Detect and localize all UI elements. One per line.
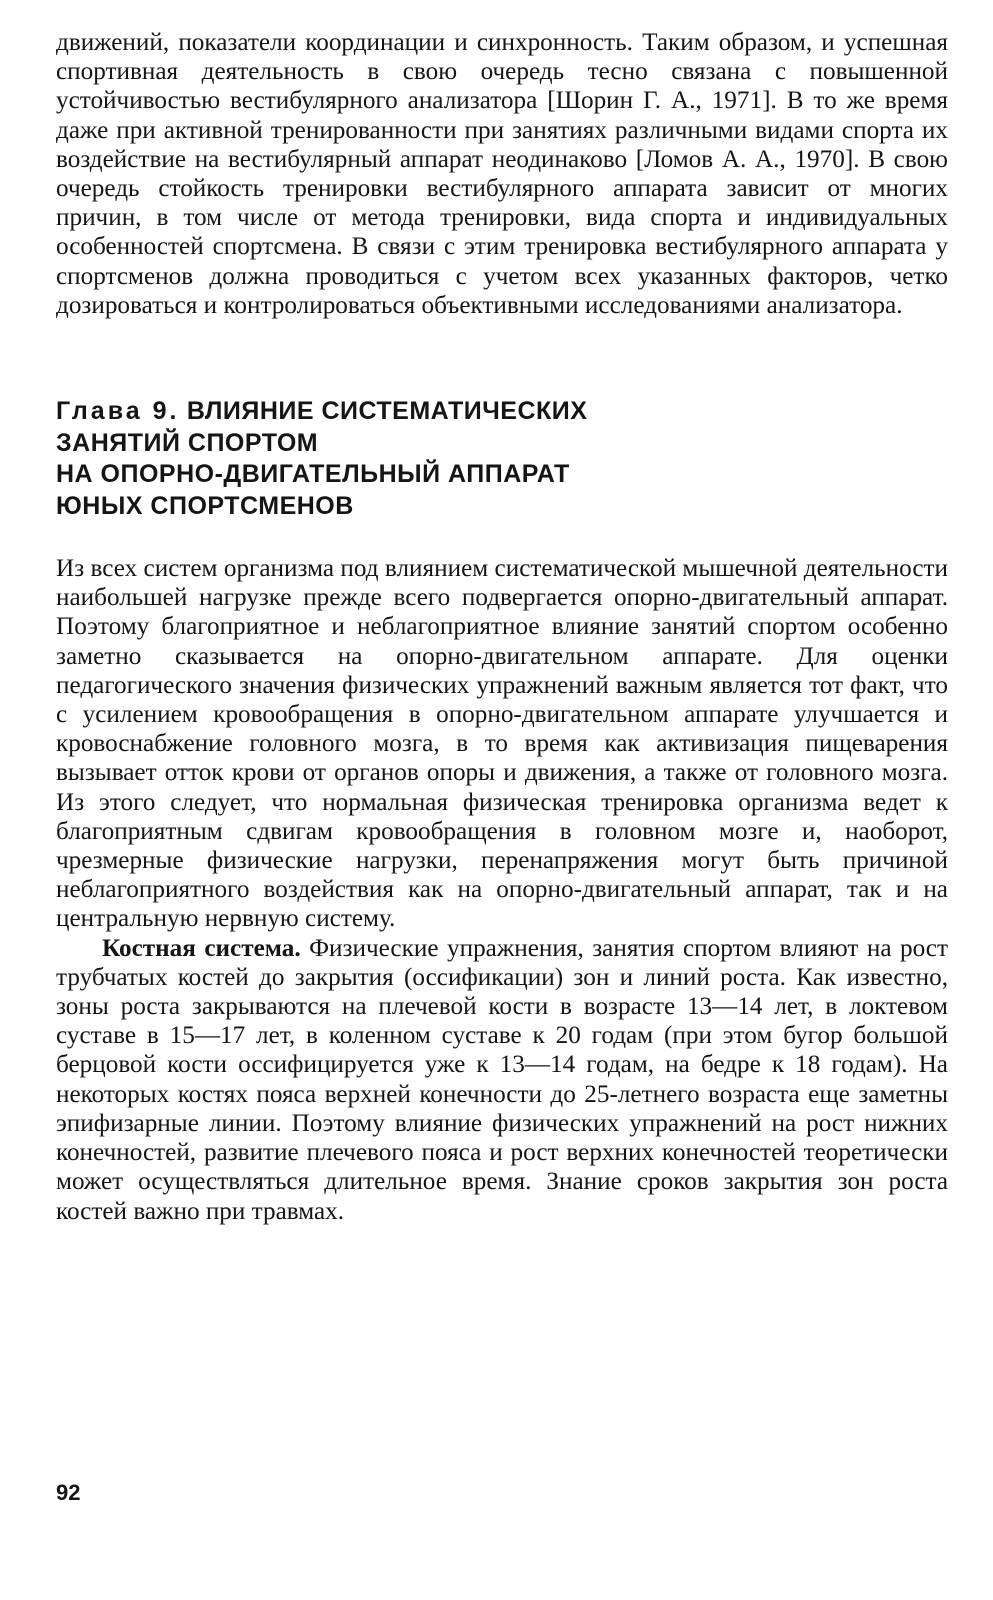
section-lead-bone-system: Костная система. [102, 934, 301, 962]
chapter-title-line-4: ЮНЫХ СПОРТСМЕНОВ [56, 491, 354, 520]
page-number: 92 [56, 1480, 81, 1505]
chapter-heading [56, 396, 948, 522]
paragraph-continuation: движений, показатели координации и синхронность. Таким образом, и успешная спортивная деятельность в свою очередь тесно связана с повышенной устойчивостью вестибулярного анализатора [Шорин Г. А., 1971]. В то же время даже при активной тренированности при занятиях различными видами спорта их воздействие на вестибулярный аппарат неодинаково [Ломов А. А., 1970]. В свою очередь стойкость тренировки вестибулярного аппарата зависит от многих причин, в том числе от метода тренировки, вида спорта и индивидуальных особенностей спортсмена. В связи с этим тренировка вестибулярного аппарата у спортсменов должна проводиться с учетом всех указанных факторов, четко дозироваться и контролироваться объективными исследованиями анализатора. [56, 29, 948, 319]
chapter-heading-line-1 [56, 396, 948, 428]
book-page [56, 28, 948, 1226]
paragraph-bone-system-text: Физические упражнения, занятия спортом влияют на рост трубчатых костей до закрытия (оссификации) зон и линий роста. Как известно, зоны роста закрываются на плечевой кости в возрасте 13—14 лет, в локтевом суставе в 15—17 лет, в коленном суставе к 20 годам (при этом бугор большой берцовой кости оссифицируется уже к 13—14 годам, на бедре к 18 годам). На некоторых костях пояса верхней конечности до 25-летнего возраста еще заметны эпифизарные линии. Поэтому влияние физических упражнений на рост нижних конечностей, развитие плечевого пояса и рост верхних конечностей теоретически может осуществляться длительное время. Знание сроков закрытия зон роста костей важно при травмах. [56, 934, 948, 1225]
paragraph-intro: Из всех систем организма под влиянием систематической мышечной деятельности наибольшей нагрузке прежде всего подвергается опорно-двигательный аппарат. Поэтому благоприятное и неблагоприятное влияние занятий спортом особенно заметно сказывается на опорно-двигательном аппарате. Для оценки педагогического значения физических упражнений важным является тот факт, что с усилением кровообращения в опорно-двигательном аппарате улучшается и кровоснабжение головного мозга, в то время как активизация пищеварения вызывает отток крови от органов опоры и движения, а также от головного мозга. Из этого следует, что нормальная физическая тренировка организма ведет к благоприятным сдвигам кровообращения в головном мозге и, наоборот, чрезмерные физические нагрузки, перенапряжения могут быть причиной неблагоприятного воздействия как на опорно-двигательный аппарат, так и на центральную нервную систему. [56, 555, 948, 933]
chapter-title-line-1: ВЛИЯНИЕ СИСТЕМАТИЧЕСКИХ [186, 397, 588, 426]
paragraph-bone-system [56, 934, 948, 1226]
chapter-label: Глава 9. [56, 397, 180, 426]
chapter-title-line-3: НА ОПОРНО-ДВИГАТЕЛЬНЫЙ АППАРАТ [56, 460, 570, 489]
chapter-title-line-2: ЗАНЯТИЙ СПОРТОМ [56, 428, 319, 457]
